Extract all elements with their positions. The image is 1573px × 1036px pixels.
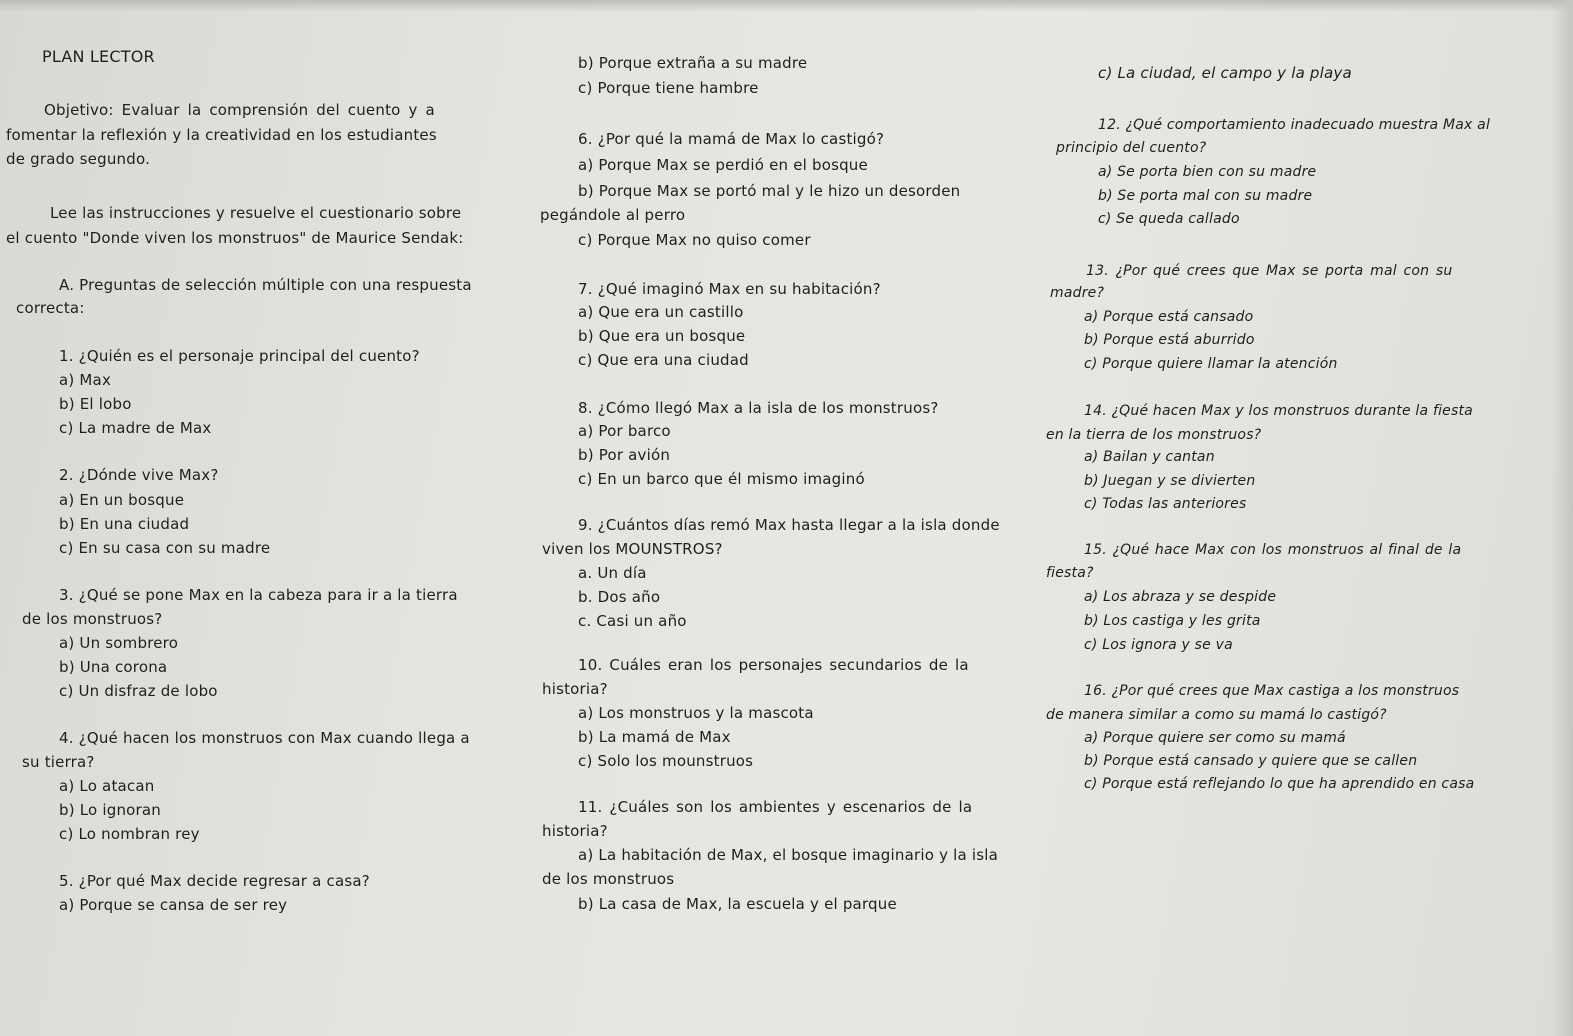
instructions-line-1: Lee las instrucciones y resuelve el cuestionario sobre <box>50 204 462 222</box>
question-15-cont: fiesta? <box>1046 565 1094 581</box>
question-10-cont: historia? <box>542 680 608 698</box>
q6-option-b: b) Porque Max se portó mal y le hizo un desorden <box>578 182 961 200</box>
q12-option-c: c) Se queda callado <box>1098 211 1240 227</box>
question-7: 7. ¿Qué imaginó Max en su habitación? <box>578 280 881 298</box>
q11-option-c: c) La ciudad, el campo y la playa <box>1098 64 1352 82</box>
section-a-heading-cont: correcta: <box>16 299 85 317</box>
question-13-cont: madre? <box>1050 285 1105 301</box>
q3-option-c: c) Un disfraz de lobo <box>59 682 218 700</box>
q1-option-b: b) El lobo <box>59 395 132 413</box>
question-9-cont: viven los MOUNSTROS? <box>542 540 723 558</box>
q1-option-c: c) La madre de Max <box>59 419 212 437</box>
q13-option-c: c) Porque quiere llamar la atención <box>1084 356 1338 372</box>
q4-option-a: a) Lo atacan <box>59 777 155 795</box>
objective-line-3: de grado segundo. <box>6 150 151 168</box>
q11-option-b: b) La casa de Max, la escuela y el parque <box>578 895 897 913</box>
q15-option-c: c) Los ignora y se va <box>1084 637 1233 653</box>
q16-option-b: b) Porque está cansado y quiere que se callen <box>1084 753 1418 769</box>
q8-option-a: a) Por barco <box>578 422 671 440</box>
q2-option-b: b) En una ciudad <box>59 515 190 533</box>
q3-option-b: b) Una corona <box>59 658 168 676</box>
q9-option-c: c. Casi un año <box>578 612 687 630</box>
q5-option-c: c) Porque tiene hambre <box>578 79 759 97</box>
q7-option-c: c) Que era una ciudad <box>578 351 749 369</box>
q13-option-a: a) Porque está cansado <box>1084 309 1254 325</box>
section-a-heading: A. Preguntas de selección múltiple con una respuesta <box>59 276 472 294</box>
question-16: 16. ¿Por qué crees que Max castiga a los monstruos <box>1084 683 1460 699</box>
question-4: 4. ¿Qué hacen los monstruos con Max cuando llega a <box>59 729 470 747</box>
instructions-line-2: el cuento "Donde viven los monstruos" de Maurice Sendak: <box>6 229 464 247</box>
q6-option-c: c) Porque Max no quiso comer <box>578 231 811 249</box>
q8-option-c: c) En un barco que él mismo imaginó <box>578 470 865 488</box>
q11-option-a: a) La habitación de Max, el bosque imaginario y la isla <box>578 846 998 864</box>
question-2: 2. ¿Dónde vive Max? <box>59 466 219 484</box>
q9-option-a: a. Un día <box>578 564 647 582</box>
q12-option-b: b) Se porta mal con su madre <box>1098 188 1313 204</box>
q10-option-b: b) La mamá de Max <box>578 728 731 746</box>
q2-option-c: c) En su casa con su madre <box>59 539 271 557</box>
q7-option-b: b) Que era un bosque <box>578 327 746 345</box>
question-12: 12. ¿Qué comportamiento inadecuado muestra Max al <box>1098 117 1491 133</box>
question-5: 5. ¿Por qué Max decide regresar a casa? <box>59 872 370 890</box>
question-11: 11. ¿Cuáles son los ambientes y escenarios de la <box>578 798 973 816</box>
q4-option-c: c) Lo nombran rey <box>59 825 200 843</box>
objective-line-2: fomentar la reflexión y la creatividad en los estudiantes <box>6 126 437 144</box>
question-3-cont: de los monstruos? <box>22 610 163 628</box>
q13-option-b: b) Porque está aburrido <box>1084 332 1255 348</box>
page-title: PLAN LECTOR <box>42 47 155 66</box>
q1-option-a: a) Max <box>59 371 112 389</box>
question-16-cont: de manera similar a como su mamá lo castigó? <box>1046 707 1387 723</box>
question-6: 6. ¿Por qué la mamá de Max lo castigó? <box>578 130 885 148</box>
question-9: 9. ¿Cuántos días remó Max hasta llegar a la isla donde <box>578 516 1000 534</box>
question-10: 10. Cuáles eran los personajes secundarios de la <box>578 656 969 674</box>
q15-option-b: b) Los castiga y les grita <box>1084 613 1261 629</box>
q10-option-c: c) Solo los mounstruos <box>578 752 754 770</box>
q5-option-b: b) Porque extraña a su madre <box>578 54 808 72</box>
question-8: 8. ¿Cómo llegó Max a la isla de los monstruos? <box>578 399 939 417</box>
paper-top-edge <box>0 0 1573 12</box>
question-15: 15. ¿Qué hace Max con los monstruos al final de la <box>1084 542 1462 558</box>
question-11-cont: historia? <box>542 822 608 840</box>
q14-option-c: c) Todas las anteriores <box>1084 496 1247 512</box>
question-1: 1. ¿Quién es el personaje principal del cuento? <box>59 347 420 365</box>
q14-option-b: b) Juegan y se divierten <box>1084 473 1256 489</box>
question-3: 3. ¿Qué se pone Max en la cabeza para ir a la tierra <box>59 586 458 604</box>
q2-option-a: a) En un bosque <box>59 491 185 509</box>
q14-option-a: a) Bailan y cantan <box>1084 449 1215 465</box>
paper-right-edge <box>1551 0 1573 1036</box>
q6-option-b-cont: pegándole al perro <box>540 206 686 224</box>
q16-option-a: a) Porque quiere ser como su mamá <box>1084 730 1346 746</box>
objective-line-1: Objetivo: Evaluar la comprensión del cuento y a <box>44 101 435 119</box>
question-13: 13. ¿Por qué crees que Max se porta mal con su <box>1086 263 1453 279</box>
question-14: 14. ¿Qué hacen Max y los monstruos durante la fiesta <box>1084 403 1473 419</box>
q11-option-a-cont: de los monstruos <box>542 870 675 888</box>
q4-option-b: b) Lo ignoran <box>59 801 162 819</box>
question-4-cont: su tierra? <box>22 753 95 771</box>
q7-option-a: a) Que era un castillo <box>578 303 744 321</box>
q8-option-b: b) Por avión <box>578 446 671 464</box>
q15-option-a: a) Los abraza y se despide <box>1084 589 1277 605</box>
question-14-cont: en la tierra de los monstruos? <box>1046 427 1262 443</box>
q12-option-a: a) Se porta bien con su madre <box>1098 164 1317 180</box>
q3-option-a: a) Un sombrero <box>59 634 179 652</box>
q5-option-a: a) Porque se cansa de ser rey <box>59 896 288 914</box>
question-12-cont: principio del cuento? <box>1056 140 1207 156</box>
q9-option-b: b. Dos año <box>578 588 661 606</box>
q6-option-a: a) Porque Max se perdió en el bosque <box>578 156 868 174</box>
q16-option-c: c) Porque está reflejando lo que ha aprendido en casa <box>1084 776 1475 792</box>
q10-option-a: a) Los monstruos y la mascota <box>578 704 814 722</box>
